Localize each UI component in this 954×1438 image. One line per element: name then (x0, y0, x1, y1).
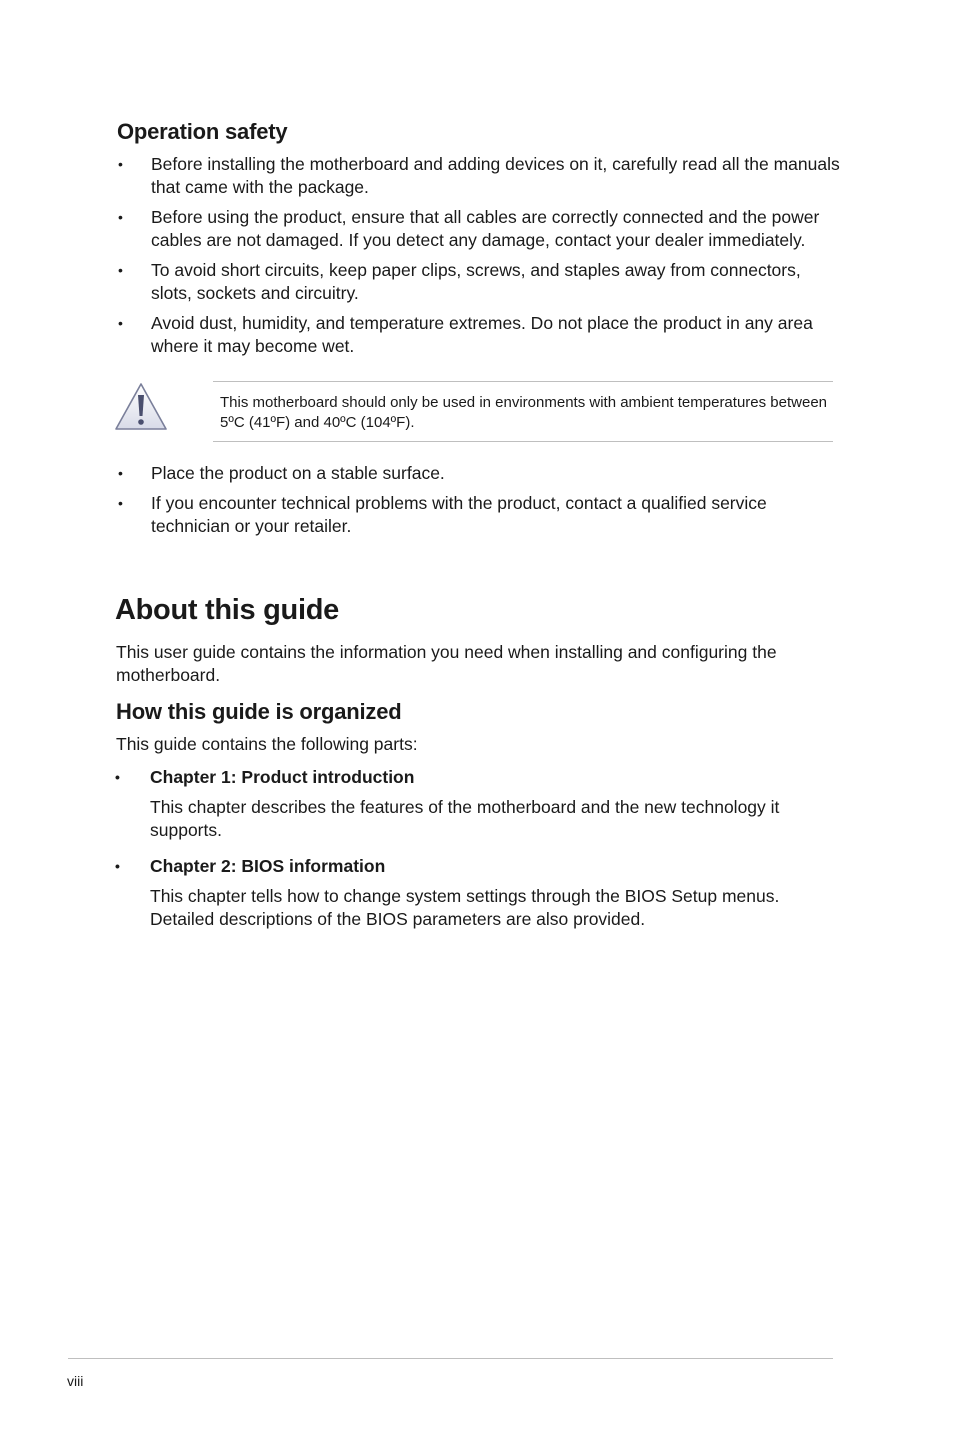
list-item (118, 492, 841, 538)
list-item (118, 259, 841, 305)
bullet-icon: • (118, 209, 123, 225)
bullet-icon: • (118, 465, 123, 481)
caution-note-text: This motherboard should only be used in environments with ambient temperatures between 5ºC (41ºF) and 40ºC (104ºF). (220, 394, 828, 431)
bullet-text: Before using the product, ensure that all cables are correctly connected and the power cables are not damaged. If you detect any damage, contact your dealer immediately. (151, 207, 820, 250)
operation-safety-heading: Operation safety (117, 119, 288, 144)
bullet-icon: • (118, 156, 123, 172)
bullet-text: Before installing the motherboard and adding devices on it, carefully read all the manuals that came with the package. (151, 154, 840, 197)
page-number: viii (67, 1373, 84, 1389)
bullet-text: Place the product on a stable surface. (151, 463, 445, 483)
chapter-item (115, 766, 840, 842)
bullet-icon: • (115, 769, 120, 785)
about-guide-intro: This user guide contains the information you need when installing and configuring the motherboard. (116, 642, 777, 685)
chapter-item (115, 855, 840, 931)
safety-bullet-list-a (118, 153, 841, 358)
bullet-icon: • (115, 858, 120, 874)
guide-organization-intro: This guide contains the following parts: (116, 734, 418, 754)
bullet-icon: • (118, 315, 123, 331)
chapter-list (115, 766, 840, 931)
bullet-text: To avoid short circuits, keep paper clips, screws, and staples away from connectors, slots, sockets and circuitry. (151, 260, 801, 303)
bullet-text: If you encounter technical problems with the product, contact a qualified service technician or your retailer. (151, 493, 767, 536)
bullet-icon: • (118, 495, 123, 511)
bullet-icon: • (118, 262, 123, 278)
safety-bullet-list-b (118, 462, 841, 538)
list-item (118, 312, 841, 358)
chapter-title: Chapter 2: BIOS information (150, 856, 386, 876)
about-guide-title: About this guide (115, 594, 339, 626)
chapter-title: Chapter 1: Product introduction (150, 767, 415, 787)
chapter-description: This chapter tells how to change system settings through the BIOS Setup menus. Detailed descriptions of the BIOS parameters are also provided. (150, 886, 780, 929)
caution-note-box (213, 381, 833, 442)
chapter-description: This chapter describes the features of the motherboard and the new technology it supports. (150, 797, 780, 840)
list-item (118, 153, 841, 199)
guide-organization-heading: How this guide is organized (116, 699, 402, 724)
footer-divider (68, 1358, 833, 1359)
bullet-text: Avoid dust, humidity, and temperature extremes. Do not place the product in any area where it may become wet. (151, 313, 813, 356)
list-item (118, 462, 841, 485)
caution-triangle-icon (114, 382, 168, 432)
list-item (118, 206, 841, 252)
